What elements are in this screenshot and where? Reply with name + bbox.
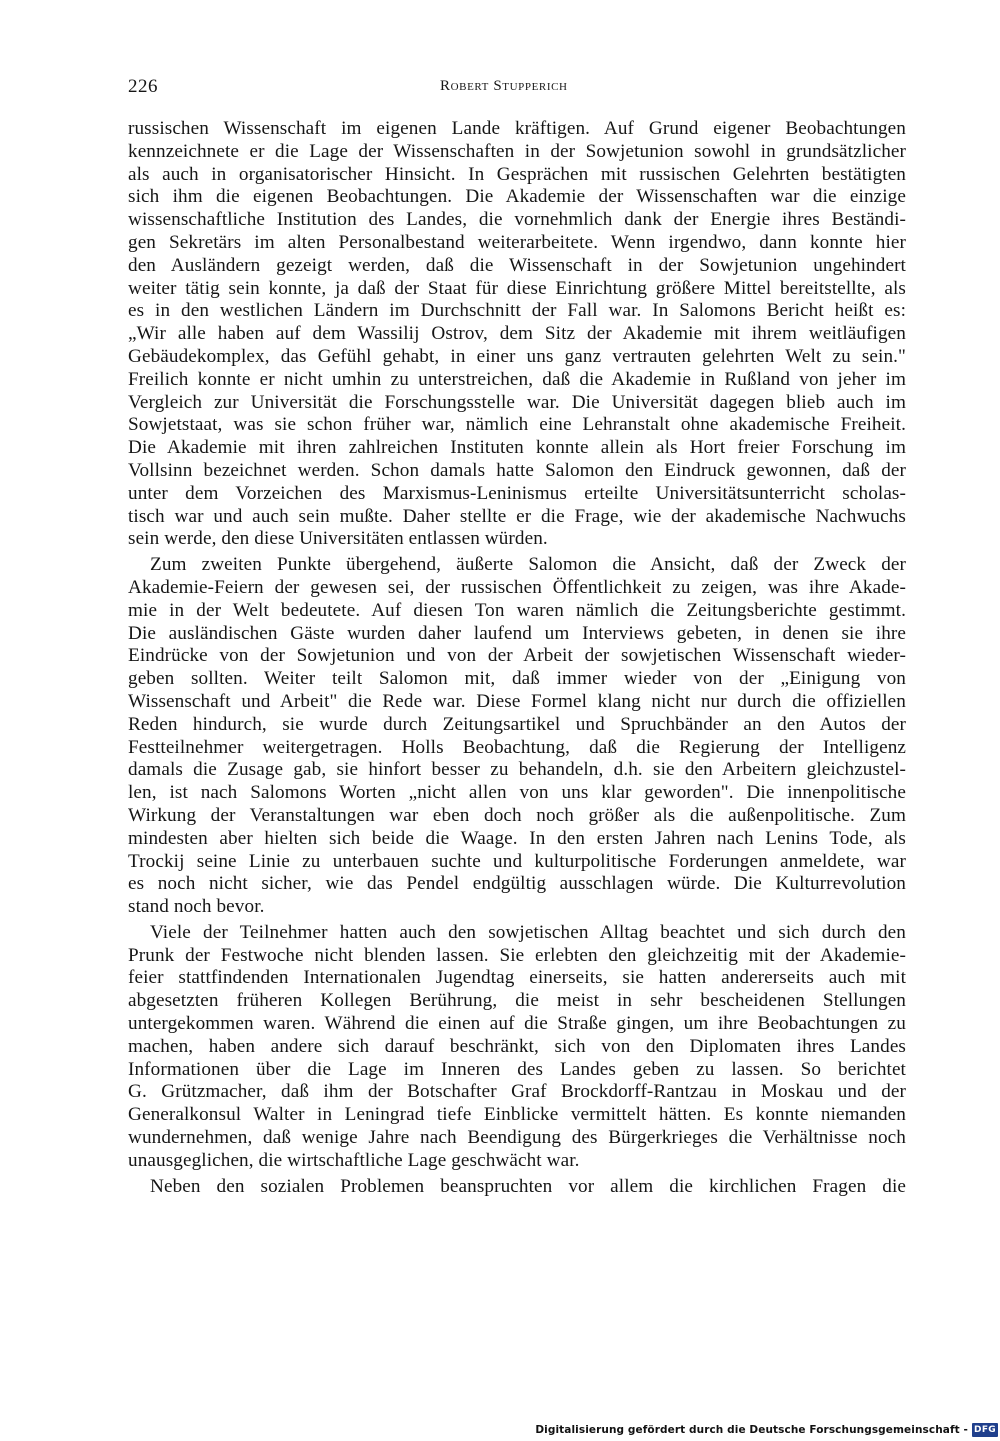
text-line: sein werde, den diese Universitäten entlassen würden. bbox=[128, 528, 548, 550]
text-line: Vollsinn bezeichnet werden. Schon damals hatte Salomon den Eindruck gewonnen, daß der bbox=[128, 459, 906, 481]
text-line: Wissenschaft und Arbeit" die Rede war. Diese Formel klang nicht nur durch die offiziellen bbox=[128, 690, 906, 712]
text-line: Reden hindurch, sie wurde durch Zeitungsartikel und Spruchbänder an den Autos der bbox=[128, 713, 906, 735]
paragraph bbox=[128, 554, 906, 919]
text-line: Sowjetstaat, was sie schon früher war, nämlich eine Lehranstalt ohne akademische Freiheit. bbox=[128, 414, 906, 436]
text-line: mindesten aber hielten sich beide die Waage. In den ersten Jahren nach Lenins Tode, als bbox=[128, 827, 906, 849]
text-line: Freilich konnte er nicht umhin zu unterstreichen, daß die Akademie in Rußland von jeher im bbox=[128, 368, 906, 390]
text-line: wundernehmen, daß wenige Jahre nach Beendigung des Bürgerkrieges die Verhältnisse noch bbox=[128, 1127, 906, 1149]
text-line: es in den westlichen Ländern im Durchschnitt der Fall war. In Salomons Bericht heißt es: bbox=[128, 300, 906, 322]
text-line: feier stattfindenden Internationalen Jugendtag einerseits, sie hatten andererseits auch mit bbox=[128, 967, 906, 989]
text-line: Zum zweiten Punkte übergehend, äußerte Salomon die Ansicht, daß der Zweck der bbox=[150, 554, 906, 576]
text-line: Viele der Teilnehmer hatten auch den sowjetischen Alltag beachtet und sich durch den bbox=[150, 921, 906, 943]
text-line: den Ausländern gezeigt werden, daß die Wissenschaft in der Sowjetunion ungehindert bbox=[128, 254, 906, 276]
text-line: Generalkonsul Walter in Leningrad tiefe Einblicke vermittelt hätten. Es konnte niemanden bbox=[128, 1104, 906, 1126]
text-line: mie in der Welt bedeutete. Auf diesen Ton waren nämlich die Zeitungsberichte gestimmt. bbox=[128, 599, 906, 621]
text-line: unausgeglichen, die wirtschaftliche Lage geschwächt war. bbox=[128, 1149, 580, 1171]
text-line: Trockij seine Linie zu unterbauen suchte und kulturpolitische Forderungen anmeldete, war bbox=[128, 850, 906, 872]
footer bbox=[535, 1421, 998, 1439]
text-line: machen, haben andere sich darauf beschränkt, sich von den Diplomaten ihres Landes bbox=[128, 1035, 906, 1057]
text-line: Eindrücke von der Sowjetunion und von der Arbeit der sowjetischen Wissenschaft wieder- bbox=[128, 645, 906, 667]
page-header bbox=[128, 76, 906, 104]
paragraph bbox=[128, 1176, 906, 1199]
text-line: G. Grützmacher, daß ihm der Botschafter Graf Brockdorff-Rantzau in Moskau und der bbox=[128, 1081, 906, 1103]
text-line: Informationen über die Lage im Inneren des Landes geben zu lassen. So berichtet bbox=[128, 1058, 906, 1080]
text-line: gen Sekretärs im alten Personalbestand weiterarbeitete. Wenn irgendwo, dann konnte hier bbox=[128, 231, 906, 253]
text-line: unter dem Vorzeichen des Marxismus-Leninismus erteilte Universitätsunterricht scholas- bbox=[128, 482, 906, 504]
dfg-logo: DFG bbox=[972, 1423, 998, 1437]
text-line: Prunk der Festwoche nicht blenden lassen. Sie erlebten den gleichzeitig mit der Akademie- bbox=[128, 944, 906, 966]
text-line: Festteilnehmer weitergetragen. Holls Beobachtung, daß die Regierung der Intelligenz bbox=[128, 736, 906, 758]
text-line: es noch nicht sicher, wie das Pendel endgültig ausschlagen würde. Die Kulturrevolution bbox=[128, 873, 906, 895]
text-line: sich ihm die eigenen Beobachtungen. Die Akademie der Wissenschaften war die einzige bbox=[128, 186, 906, 208]
funding-notice: Digitalisierung gefördert durch die Deutsche Forschungsgemeinschaft - bbox=[535, 1424, 968, 1436]
running-head: Robert Stupperich bbox=[440, 78, 568, 94]
text-line: Wirkung der Veranstaltungen war eben doch noch größer als die außenpolitische. Zum bbox=[128, 804, 906, 826]
text-line: „Wir alle haben auf dem Wassilij Ostrov, dem Sitz der Akademie mit ihrem weitläufigen bbox=[128, 323, 906, 345]
text-line: Vergleich zur Universität die Forschungsstelle war. Die Universität dagegen blieb auch im bbox=[128, 391, 906, 413]
paragraph bbox=[128, 922, 906, 1173]
text-line: geben sollten. Weiter teilt Salomon mit, daß immer wieder von der „Einigung von bbox=[128, 668, 906, 690]
text-line: tisch war und auch sein mußte. Daher stellte er die Frage, wie der akademische Nachwuchs bbox=[128, 505, 906, 527]
text-line: wissenschaftliche Institution des Landes, die vornehmlich dank der Energie ihres Beständi- bbox=[128, 209, 906, 231]
text-line: damals die Zusage gab, sie hinfort besser zu behandeln, d.h. sie den Arbeitern gleichzustel- bbox=[128, 759, 906, 781]
body-text bbox=[128, 118, 906, 1198]
text-line: russischen Wissenschaft im eigenen Lande kräftigen. Auf Grund eigener Beobachtungen bbox=[128, 118, 906, 139]
text-line: Neben den sozialen Problemen beanspruchten vor allem die kirchlichen Fragen die bbox=[150, 1175, 906, 1197]
text-line: Akademie-Feiern der gewesen sei, der russischen Öffentlichkeit zu zeigen, was ihre Akade- bbox=[128, 576, 906, 598]
text-line: abgesetzten früheren Kollegen Berührung, die meist in sehr bescheidenen Stellungen bbox=[128, 990, 906, 1012]
text-line: untergekommen waren. Während die einen auf die Straße gingen, um ihre Beobachtungen zu bbox=[128, 1013, 906, 1035]
text-line: als auch in organisatorischer Hinsicht. In Gesprächen mit russischen Gelehrten bestätigten bbox=[128, 163, 906, 185]
page-number: 226 bbox=[128, 76, 158, 97]
text-line: len, ist nach Salomons Worten „nicht allen von uns klar geworden". Die innenpolitische bbox=[128, 782, 906, 804]
paragraph bbox=[128, 118, 906, 551]
text-line: Die Akademie mit ihren zahlreichen Instituten konnte allein als Hort freier Forschung im bbox=[128, 437, 906, 459]
text-line: kennzeichnete er die Lage der Wissenschaften in der Sowjetunion sowohl in grundsätzlicher bbox=[128, 140, 906, 162]
text-line: Die ausländischen Gäste wurden daher laufend um Interviews gebeten, in denen sie ihre bbox=[128, 622, 906, 644]
text-line: stand noch bevor. bbox=[128, 896, 265, 918]
text-line: weiter tätig sein konnte, ja daß der Staat für diese Einrichtung größere Mittel bereitstellte, als bbox=[128, 277, 906, 299]
text-line: Gebäudekomplex, das Gefühl gehabt, in einer uns ganz vertrauten gelehrten Welt zu sein." bbox=[128, 345, 906, 367]
